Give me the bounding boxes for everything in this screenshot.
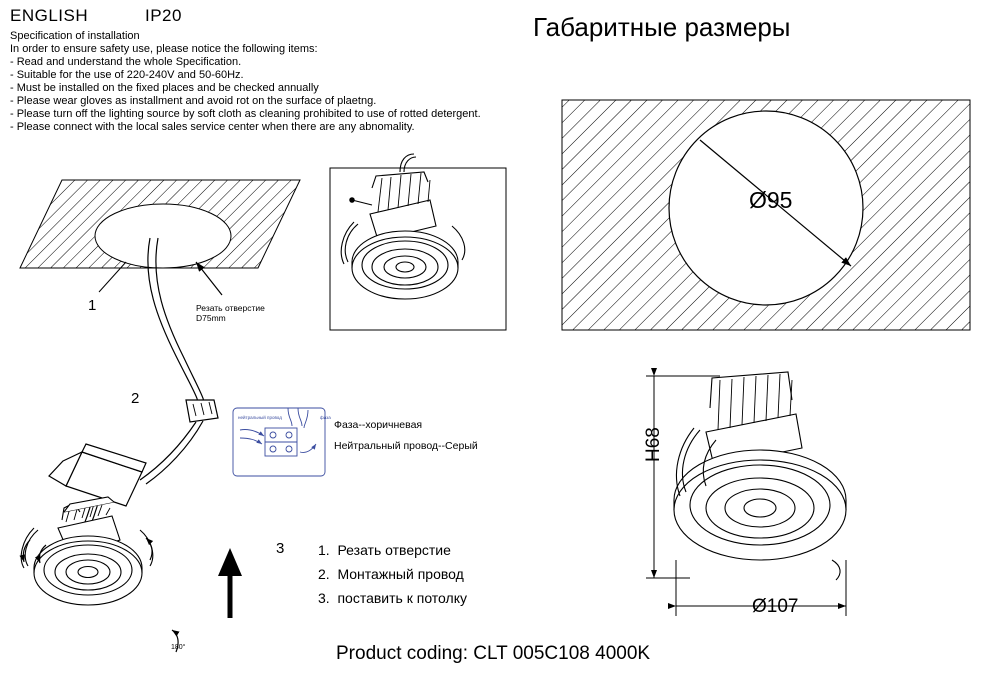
step-item-1: 1. Резать отверстие [318,542,451,558]
product-coding-label: Product coding: CLT 005C108 4000K [336,643,651,664]
callout-number-3: 3 [276,540,285,557]
wiring-phase-label: Фаза--хоричневая [334,419,423,431]
ceiling-panel-illustration [20,180,300,295]
height-68-label: H68 [643,427,664,462]
diameter-107-label: Ø107 [752,596,799,617]
rotation-label: 180° [171,644,186,651]
step-item-3: 3. поставить к потолку [318,590,467,606]
step-item-2: 2. Монтажный провод [318,566,464,582]
spec-item: - Please wear gloves as installment and avoid rot on the surface of plaetng. [10,95,377,107]
dimensions-title: Габаритные размеры [533,12,791,42]
downlight-perspective-left [21,497,178,652]
install-detail-box [330,154,506,330]
cut-hole-label: Резать отверстие [196,303,265,313]
spec-item: - Read and understand the whole Specification. [10,56,242,68]
spec-item: - Please turn off the lighting source by soft cloth as cleaning prohibited to use of rotted detergent. [10,108,481,120]
specification-intro: In order to ensure safety use, please notice the following items: [10,43,318,55]
diameter-95-label: Ø95 [749,187,793,213]
cable-illustration [49,238,218,532]
specification-title: Specification of installation [10,30,140,42]
diameter-top-view [562,100,970,330]
up-arrow-icon [218,548,242,618]
wiring-neutral-small-label: нейтральный провод [238,415,282,420]
cut-hole-diameter-label: D75mm [196,313,226,323]
callout-number-1: 1 [88,297,97,314]
callout-number-2: 2 [131,390,140,407]
spec-item: - Please connect with the local sales service center when there are any abnomality. [10,121,415,133]
front-view-drawing [646,372,846,616]
wiring-phase-small-label: фаза [320,415,331,420]
spec-item: - Suitable for the use of 220-240V and 50-60Hz. [10,69,244,81]
language-label: ENGLISH [10,6,89,25]
ip-rating-label: IP20 [145,6,182,25]
wiring-neutral-label: Нейтральный провод--Серый [334,440,478,452]
spec-item: - Must be installed on the fixed places and be checked annually [10,82,319,94]
